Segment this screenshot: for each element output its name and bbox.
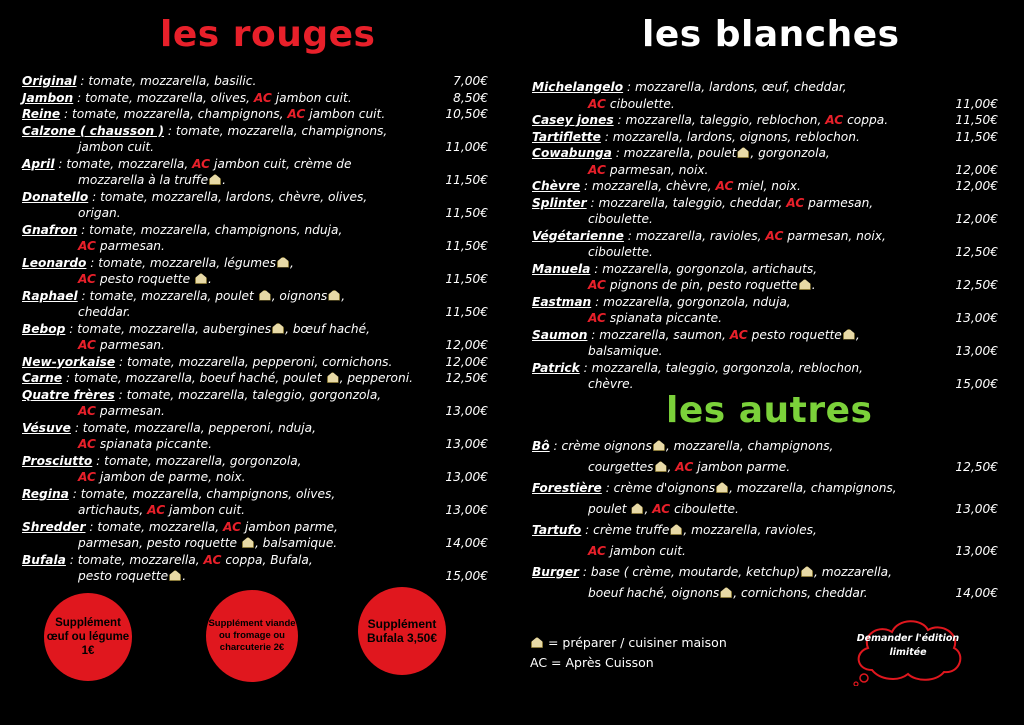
menu-item-price: 11,00€ bbox=[955, 96, 998, 111]
menu-item-price: 13,00€ bbox=[445, 503, 488, 517]
menu-item-name: Splinter bbox=[532, 195, 587, 210]
menu-item-line1 bbox=[22, 487, 335, 501]
home-icon bbox=[799, 279, 811, 290]
menu-item-line1 bbox=[22, 256, 294, 270]
menu-item-description: : tomate, mozzarella, AC coppa, Bufala, bbox=[65, 552, 313, 567]
menu-item-description-cont: AC jambon de parme, noix. bbox=[78, 470, 246, 484]
supplement-badge-bufala: Supplément Bufala 3,50€ bbox=[358, 587, 446, 675]
menu-item-line1 bbox=[22, 74, 256, 88]
menu-item-line1 bbox=[22, 91, 352, 105]
menu-item-name: Bufala bbox=[22, 552, 66, 567]
menu-item-line1 bbox=[532, 439, 833, 453]
supplement-badge-oeuf: Supplément œuf ou légume 1€ bbox=[44, 593, 132, 681]
ac-marker: AC bbox=[203, 552, 222, 567]
menu-item-name: Végétarienne bbox=[532, 228, 624, 243]
ac-marker: AC bbox=[588, 311, 607, 325]
menu-item-price: 11,50€ bbox=[445, 206, 488, 220]
menu-item-name: Michelangelo bbox=[532, 80, 624, 94]
menu-item-price: 12,00€ bbox=[445, 354, 488, 369]
menu-item-line1 bbox=[532, 361, 863, 375]
menu-item-description: : tomate, mozzarella, champignons, bbox=[163, 123, 388, 138]
menu-item-name: Carne bbox=[22, 371, 63, 385]
menu-item-description-cont: AC spianata piccante. bbox=[78, 437, 213, 451]
menu-item-description-cont: ciboulette. bbox=[588, 245, 653, 259]
menu-item bbox=[22, 552, 494, 585]
menu-item-description: : mozzarella, chèvre, AC miel, noix. bbox=[580, 179, 801, 193]
menu-item bbox=[532, 520, 1004, 562]
menu-item-description: : mozzarella, gorgonzola, artichauts, bbox=[590, 261, 818, 276]
menu-item-line1 bbox=[22, 553, 313, 567]
menu-item-description: : tomate, mozzarella, poulet , oignons , bbox=[77, 288, 346, 303]
menu-item-name: Calzone ( chausson ) bbox=[22, 123, 164, 138]
section-title-rouges: les rouges bbox=[160, 14, 376, 55]
menu-item-description: : mozzarella, lardons, oignons, reblochon. bbox=[600, 129, 860, 144]
menu-item-description: : mozzarella, gorgonzola, nduja, bbox=[591, 294, 791, 309]
menu-item-name: Tartufo bbox=[532, 523, 582, 537]
menu-item bbox=[22, 222, 494, 255]
menu-list-autres bbox=[532, 436, 1004, 604]
menu-item-description: : tomate, mozzarella, lardons, chèvre, olives, bbox=[88, 189, 368, 204]
menu-item-line1 bbox=[532, 262, 817, 276]
limited-edition-note: Demander l'édition limitée bbox=[856, 633, 960, 658]
menu-item bbox=[532, 360, 1004, 393]
menu-item-description-cont: boeuf haché, oignons , cornichons, cheddar. bbox=[588, 586, 868, 600]
menu-item-description-cont: AC pignons de pin, pesto roquette . bbox=[588, 278, 816, 292]
menu-item-line1 bbox=[532, 295, 791, 309]
menu-item-description: : tomate, mozzarella, champignons, AC jambon cuit. bbox=[60, 107, 386, 121]
menu-item-description: : tomate, mozzarella, AC jambon parme, bbox=[85, 519, 338, 534]
menu-item-line1 bbox=[532, 565, 892, 579]
menu-item-description: : base ( crème, moutarde, ketchup) , mozzarella, bbox=[578, 565, 892, 579]
ac-marker: AC bbox=[729, 327, 748, 342]
menu-item-description-cont: ciboulette. bbox=[588, 212, 653, 226]
home-icon bbox=[242, 537, 254, 548]
menu-item-line1 bbox=[22, 190, 367, 204]
menu-item-line1 bbox=[532, 113, 888, 127]
ac-marker: AC bbox=[786, 195, 805, 210]
menu-item-price: 12,50€ bbox=[955, 460, 998, 474]
menu-item-description: : tomate, mozzarella, taleggio, gorgonzola, bbox=[114, 387, 382, 402]
menu-item-description-cont: artichauts, AC jambon cuit. bbox=[78, 503, 246, 517]
menu-item bbox=[22, 255, 494, 288]
menu-item-line1 bbox=[22, 454, 302, 468]
menu-item-description: : tomate, mozzarella, pepperoni, nduja, bbox=[70, 420, 316, 435]
menu-item-description: : tomate, mozzarella, AC jambon cuit, crème de bbox=[54, 156, 352, 171]
home-icon bbox=[327, 372, 339, 383]
menu-item-name: Patrick bbox=[532, 360, 580, 375]
home-icon bbox=[531, 637, 543, 648]
ac-marker: AC bbox=[78, 470, 97, 484]
menu-item-description-cont: AC spianata piccante. bbox=[588, 311, 723, 325]
menu-item-price: 11,00€ bbox=[445, 140, 488, 154]
ac-marker: AC bbox=[652, 502, 671, 516]
menu-item-description-cont: AC ciboulette. bbox=[588, 96, 675, 111]
menu-item-line1 bbox=[532, 481, 897, 495]
legend-ac: AC = Après Cuisson bbox=[530, 655, 654, 670]
home-icon bbox=[195, 273, 207, 284]
menu-item-description-cont: AC jambon cuit. bbox=[588, 544, 686, 558]
legend-home-text: = préparer / cuisiner maison bbox=[547, 635, 727, 650]
menu-item bbox=[22, 90, 494, 107]
menu-item-name: Prosciutto bbox=[22, 453, 93, 468]
ac-marker: AC bbox=[588, 544, 607, 558]
menu-item-line1 bbox=[22, 388, 381, 402]
menu-item bbox=[532, 478, 1004, 520]
ac-marker: AC bbox=[675, 460, 694, 474]
menu-item-line1 bbox=[22, 107, 385, 121]
menu-item-price: 13,00€ bbox=[955, 311, 998, 325]
menu-item bbox=[532, 129, 1004, 146]
menu-item-line1 bbox=[22, 289, 345, 303]
menu-item bbox=[532, 228, 1004, 261]
home-icon bbox=[272, 323, 284, 334]
menu-item-price: 15,00€ bbox=[955, 377, 998, 391]
menu-item-price: 7,00€ bbox=[453, 74, 488, 88]
menu-item bbox=[532, 436, 1004, 478]
menu-item-price: 14,00€ bbox=[955, 586, 998, 600]
menu-item bbox=[22, 453, 494, 486]
menu-item-price: 12,00€ bbox=[955, 179, 998, 193]
menu-item-description: : mozzarella, lardons, œuf, cheddar, bbox=[623, 80, 847, 94]
menu-item-price: 12,00€ bbox=[955, 212, 998, 226]
menu-item-line1 bbox=[22, 421, 316, 435]
menu-item-name: Bô bbox=[532, 439, 550, 453]
menu-item-description: : tomate, mozzarella, boeuf haché, poulet , pepperoni. bbox=[62, 371, 413, 385]
menu-item-price: 11,50€ bbox=[445, 272, 488, 286]
menu-item-name: Jambon bbox=[22, 90, 74, 105]
menu-item-name: Chèvre bbox=[532, 179, 581, 193]
menu-item-line1 bbox=[532, 196, 873, 210]
ac-marker: AC bbox=[223, 519, 242, 534]
home-icon bbox=[737, 147, 749, 158]
menu-item-line1 bbox=[532, 328, 860, 342]
menu-item-price: 10,50€ bbox=[445, 107, 488, 121]
menu-item-description: : tomate, mozzarella, champignons, nduja, bbox=[77, 222, 343, 237]
home-icon bbox=[716, 482, 728, 493]
ac-marker: AC bbox=[715, 179, 734, 193]
supplement-badge-viande: Supplément viande ou fromage ou charcuterie 2€ bbox=[206, 590, 298, 682]
menu-item-line1 bbox=[532, 80, 847, 94]
menu-item bbox=[22, 519, 494, 552]
menu-item-description-cont: jambon cuit. bbox=[78, 140, 154, 154]
menu-item-name: Raphael bbox=[22, 288, 78, 303]
menu-item-price: 11,50€ bbox=[955, 113, 998, 127]
menu-item bbox=[22, 370, 494, 387]
menu-item-name: April bbox=[22, 156, 55, 171]
menu-item-name: Cowabunga bbox=[532, 146, 612, 160]
menu-item-name: Leonardo bbox=[22, 255, 87, 270]
menu-item-name: Forestière bbox=[532, 481, 602, 495]
menu-item-price: 13,00€ bbox=[445, 470, 488, 484]
menu-item-description: : crème truffe , mozzarella, ravioles, bbox=[581, 523, 817, 537]
home-icon bbox=[653, 440, 665, 451]
menu-item-price: 15,00€ bbox=[445, 569, 488, 583]
menu-item-name: New-yorkaise bbox=[22, 354, 116, 369]
ac-marker: AC bbox=[78, 272, 97, 286]
ac-marker: AC bbox=[147, 503, 166, 517]
menu-item-name: Regina bbox=[22, 486, 69, 501]
menu-item-description-cont: chèvre. bbox=[588, 377, 634, 391]
menu-item-description: : tomate, mozzarella, olives, AC jambon cuit. bbox=[73, 90, 352, 105]
menu-item-name: Bebop bbox=[22, 321, 66, 336]
ac-marker: AC bbox=[192, 156, 211, 171]
menu-item-description-cont: cheddar. bbox=[78, 305, 131, 319]
home-icon bbox=[720, 587, 732, 598]
ac-marker: AC bbox=[588, 96, 607, 111]
section-title-autres: les autres bbox=[666, 390, 873, 431]
menu-item bbox=[532, 562, 1004, 604]
home-icon bbox=[277, 257, 289, 268]
legend-home bbox=[530, 635, 727, 650]
menu-item-description-cont: AC parmesan. bbox=[78, 404, 165, 418]
menu-item-description-cont: poulet , AC ciboulette. bbox=[588, 502, 739, 516]
menu-item-line1 bbox=[532, 179, 801, 193]
menu-item-line1 bbox=[22, 322, 370, 336]
menu-item-price: 13,00€ bbox=[955, 544, 998, 558]
menu-item-name: Manuela bbox=[532, 261, 591, 276]
menu-item-description-cont: AC parmesan, noix. bbox=[588, 162, 709, 177]
menu-item-description: : crème oignons , mozzarella, champignons, bbox=[549, 439, 834, 453]
menu-item-price: 12,00€ bbox=[955, 162, 998, 177]
menu-item bbox=[22, 486, 494, 519]
menu-item-description: : mozzarella, taleggio, gorgonzola, reblochon, bbox=[579, 360, 864, 375]
menu-item-name: Quatre frères bbox=[22, 387, 115, 402]
menu-item-description-cont: balsamique. bbox=[588, 344, 663, 358]
menu-item bbox=[532, 195, 1004, 228]
menu-item-line1 bbox=[532, 523, 817, 537]
menu-item bbox=[22, 73, 494, 90]
menu-item-name: Saumon bbox=[532, 327, 588, 342]
menu-item bbox=[532, 145, 1004, 178]
menu-item bbox=[22, 420, 494, 453]
menu-item-line1 bbox=[532, 146, 830, 160]
ac-marker: AC bbox=[78, 239, 97, 253]
menu-item-name: Donatello bbox=[22, 189, 89, 204]
home-icon bbox=[655, 461, 667, 472]
menu-item-description-cont: AC parmesan. bbox=[78, 338, 165, 352]
menu-item-description-cont: pesto roquette . bbox=[78, 569, 187, 583]
menu-item-price: 12,50€ bbox=[445, 371, 488, 385]
menu-item-line1 bbox=[22, 223, 342, 237]
menu-item bbox=[22, 189, 494, 222]
menu-item-description-cont: origan. bbox=[78, 206, 121, 220]
menu-item bbox=[532, 327, 1004, 360]
menu-item-description-cont: courgettes , AC jambon parme. bbox=[588, 460, 791, 474]
menu-item-price: 13,00€ bbox=[955, 502, 998, 516]
menu-item-name: Vésuve bbox=[22, 420, 71, 435]
menu-item bbox=[532, 294, 1004, 327]
menu-item bbox=[532, 79, 1004, 112]
menu-list-blanches bbox=[532, 79, 1004, 393]
home-icon bbox=[169, 570, 181, 581]
menu-item-price: 13,00€ bbox=[445, 404, 488, 418]
home-icon bbox=[631, 503, 643, 514]
menu-item-price: 13,00€ bbox=[955, 344, 998, 358]
home-icon bbox=[328, 290, 340, 301]
menu-item-description: : tomate, mozzarella, légumes , bbox=[86, 255, 294, 270]
menu-item-description-cont: AC parmesan. bbox=[78, 239, 165, 253]
menu-item-price: 11,50€ bbox=[955, 129, 998, 144]
ac-marker: AC bbox=[825, 113, 844, 127]
ac-marker: AC bbox=[588, 162, 607, 177]
menu-item bbox=[22, 106, 494, 123]
menu-item-description-cont: parmesan, pesto roquette , balsamique. bbox=[78, 536, 338, 550]
menu-item-price: 12,50€ bbox=[955, 245, 998, 259]
menu-item-description-cont: mozzarella à la truffe . bbox=[78, 173, 226, 187]
menu-item-price: 8,50€ bbox=[453, 90, 488, 105]
menu-item-price: 11,50€ bbox=[445, 239, 488, 253]
menu-item-description: : mozzarella, taleggio, reblochon, AC coppa. bbox=[613, 113, 889, 127]
menu-item-description: : mozzarella, poulet , gorgonzola, bbox=[611, 146, 830, 160]
menu-item-name: Reine bbox=[22, 107, 61, 121]
ac-marker: AC bbox=[78, 404, 97, 418]
menu-item-name: Gnafron bbox=[22, 222, 78, 237]
menu-item bbox=[22, 156, 494, 189]
menu-item-description: : tomate, mozzarella, pepperoni, cornichons. bbox=[115, 354, 393, 369]
menu-item-name: Burger bbox=[532, 565, 579, 579]
ac-marker: AC bbox=[588, 278, 607, 292]
menu-item-price: 14,00€ bbox=[445, 536, 488, 550]
menu-item-name: Original bbox=[22, 74, 77, 88]
menu-item-description-cont: AC pesto roquette . bbox=[78, 272, 212, 286]
menu-item-name: Tartiflette bbox=[532, 129, 601, 144]
ac-marker: AC bbox=[78, 437, 97, 451]
home-icon bbox=[670, 524, 682, 535]
menu-item-line1 bbox=[22, 371, 413, 385]
menu-item-description: : mozzarella, taleggio, cheddar, AC parmesan, bbox=[586, 195, 874, 210]
ac-marker: AC bbox=[78, 338, 97, 352]
ac-marker: AC bbox=[287, 107, 306, 121]
menu-item-line1 bbox=[22, 124, 387, 138]
menu-item-price: 12,50€ bbox=[955, 278, 998, 292]
menu-item bbox=[532, 178, 1004, 195]
menu-item-description: : tomate, mozzarella, basilic. bbox=[76, 74, 257, 88]
menu-item-description: : tomate, mozzarella, champignons, olives, bbox=[68, 486, 336, 501]
menu-item-line1 bbox=[22, 157, 352, 171]
menu-item-line1 bbox=[22, 520, 338, 534]
ac-marker: AC bbox=[765, 228, 784, 243]
ac-marker: AC bbox=[253, 90, 272, 105]
menu-item-price: 13,00€ bbox=[445, 437, 488, 451]
menu-item-description: : mozzarella, ravioles, AC parmesan, noix, bbox=[623, 228, 886, 243]
home-icon bbox=[801, 566, 813, 577]
menu-item-line1 bbox=[532, 130, 860, 144]
menu-item bbox=[22, 354, 494, 371]
menu-item-price: 11,50€ bbox=[445, 305, 488, 319]
menu-item-description: : crème d'oignons , mozzarella, champignons, bbox=[601, 481, 897, 495]
menu-item-name: Shredder bbox=[22, 519, 86, 534]
menu-item-description: : tomate, mozzarella, aubergines , bœuf haché, bbox=[65, 321, 370, 336]
menu-item-line1 bbox=[532, 229, 886, 243]
menu-item-description: : tomate, mozzarella, gorgonzola, bbox=[92, 453, 302, 468]
menu-item bbox=[22, 321, 494, 354]
menu-item-line1 bbox=[22, 355, 392, 369]
section-title-blanches: les blanches bbox=[642, 14, 900, 55]
home-icon bbox=[843, 329, 855, 340]
menu-item-price: 12,00€ bbox=[445, 338, 488, 352]
menu-item-name: Eastman bbox=[532, 294, 592, 309]
menu-item bbox=[22, 123, 494, 156]
menu-item-description: : mozzarella, saumon, AC pesto roquette , bbox=[587, 327, 860, 342]
menu-item bbox=[532, 261, 1004, 294]
menu-item-price: 11,50€ bbox=[445, 173, 488, 187]
menu-item bbox=[22, 288, 494, 321]
menu-item bbox=[532, 112, 1004, 129]
menu-list-rouges bbox=[22, 73, 494, 585]
home-icon bbox=[209, 174, 221, 185]
menu-item bbox=[22, 387, 494, 420]
home-icon bbox=[259, 290, 271, 301]
menu-item-name: Casey jones bbox=[532, 113, 614, 127]
